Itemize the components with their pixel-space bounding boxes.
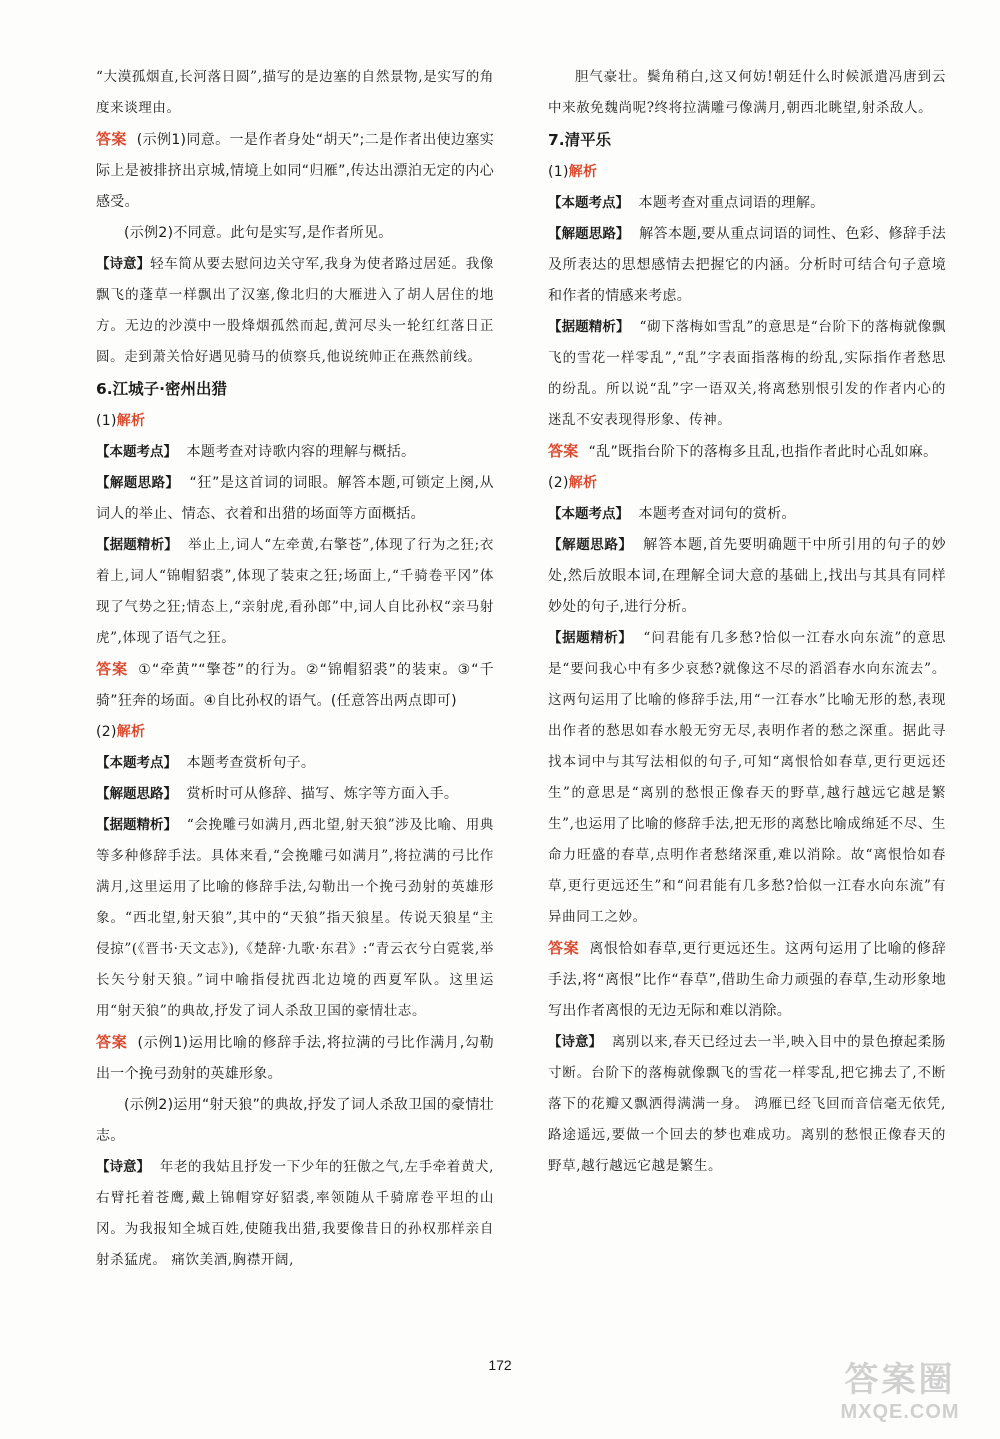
answer-paragraph — [548, 436, 946, 468]
analysis-detail-label: 【据题精析】 — [548, 319, 630, 335]
approach-label: 【解题思路】 — [548, 226, 630, 242]
key-point-label: 【本题考点】 — [548, 195, 629, 211]
analysis-detail-label: 【据题精析】 — [96, 817, 178, 833]
key-point-label: 【本题考点】 — [96, 444, 177, 460]
question-header — [96, 717, 494, 748]
poem-meaning-text: 轻车简从要去慰问边关守军,我身为使者路过居延。我像飘飞的蓬草一样飘出了汉塞,像北归的大雁进入了胡人居住的地方。无边的沙漠中一股烽烟孤然而起,黄河尽头一轮红红落日正圆。走到萧关恰好遇见骑马的侦察兵,他说统帅正在燕然前线。 — [96, 256, 495, 365]
page-number: 172 — [488, 1357, 512, 1373]
question-number: (1) — [548, 164, 569, 180]
analysis-label: 解析 — [568, 164, 598, 180]
poem-meaning-label: 【诗意】 — [548, 1034, 603, 1050]
approach-text: 解答本题,要从重点词语的词性、色彩、修辞手法及所表达的思想感情去把握它的内涵。分析时可结合句子意境和作者的情感来考虑。 — [548, 226, 946, 304]
poem-meaning-continued: 胆气豪壮。鬓角稍白,这又何妨!朝廷什么时候派遣冯唐到云中来赦免魏尚呢?终将拉满雕弓像满月,朝西北眺望,射杀敌人。 — [548, 69, 946, 116]
answer-label: 答案 — [96, 1033, 128, 1051]
right-column — [548, 62, 946, 1182]
approach — [548, 530, 946, 623]
approach-text: 赏析时可从修辞、描写、炼字等方面入手。 — [186, 786, 459, 802]
key-point — [548, 499, 946, 530]
analysis-detail-text: “问君能有几多愁?恰似一江春水向东流”的意思是“要问我心中有多少哀愁?就像这不尽的滔滔春水向东流去”。这两句运用了比喻的修辞手法,用“一江春水”比喻无形的愁,表现出作者的愁思如春水般无穷无尽,表明作者的愁之深重。据此寻找本词中与其写法相似的句子,可知“离恨恰如春草,更行更远还生”的意思是“离别的愁恨正像春天的野草,越行越远它越是繁生”,也运用了比喻的修辞手法,把无形的离愁比喻成绵延不尽、生命力旺盛的春草,点明作者愁绪深重,难以消除。故“离恨恰如春草,更行更远还生”和“问君能有几多愁?恰似一江春水向东流”有异曲同工之妙。 — [548, 630, 946, 925]
answer-label: 答案 — [96, 130, 127, 148]
analysis-detail-label: 【据题精析】 — [548, 630, 633, 646]
approach-text: “狂”是这首词的词眼。解答本题,可锁定上阕,从词人的举止、情态、衣着和出猎的场面等方面概括。 — [96, 475, 494, 522]
approach-label: 【解题思路】 — [96, 475, 180, 491]
analysis — [548, 312, 946, 436]
question-number: (2) — [96, 724, 117, 740]
watermark-logo-text: 答案圈 — [844, 1361, 956, 1399]
answer-label: 答案 — [96, 660, 129, 678]
answer-text: (示例1)运用比喻的修辞手法,将拉满的弓比作满月,勾勒出一个挽弓劲射的英雄形象。 — [96, 1035, 494, 1082]
analysis-detail-text: “会挽雕弓如满月,西北望,射天狼”涉及比喻、用典等多种修辞手法。具体来看,“会挽雕弓如满月”,将拉满的弓比作满月,这里运用了比喻的修辞手法,勾勒出一个挽弓劲射的英雄形象。“西北望,射天狼”,其中的“天狼”指天狼星。传说天狼星“主侵掠”(《晋书·天文志》),《楚辞·九歌·东君》:“青云衣兮白霓裳,举长矢兮射天狼。”词中喻指侵扰西北边境的西夏军队。这里运用“射天狼”的典故,抒发了词人杀敌卫国的豪情壮志。 — [96, 817, 494, 1019]
key-point-text: 本题考查对重点词语的理解。 — [638, 195, 825, 211]
question-number: (2) — [548, 475, 569, 491]
analysis-label: 解析 — [568, 475, 598, 491]
key-point — [548, 188, 946, 219]
section-title-6: 6.江城子·密州出猎 — [96, 380, 228, 398]
approach-label: 【解题思路】 — [96, 786, 177, 802]
poem-meaning-label: 【诗意】 — [96, 256, 151, 272]
analysis-detail-text: “砌下落梅如雪乱”的意思是“台阶下的落梅就像飘飞的雪花一样零乱”,“乱”字表面指落梅的纷乱,实际指作者愁思的纷乱。所以说“乱”字一语双关,将离愁别恨引发的作者内心的迷乱不安表现得形象、传神。 — [548, 319, 946, 428]
answer-label: 答案 — [548, 939, 580, 957]
question-header — [548, 468, 946, 499]
approach — [548, 219, 946, 312]
key-point-text: 本题考查对词句的赏析。 — [638, 506, 796, 522]
poem-meaning-text: 年老的我姑且抒发一下少年的狂傲之气,左手牵着黄犬,右臂托着苍鹰,戴上锦帽穿好貂裘,率领随从千骑席卷平坦的山冈。为我报知全城百姓,使随我出猎,我要像昔日的孙权那样亲自射杀猛虎。 痛饮美酒,胸襟开阔, — [96, 1159, 494, 1268]
analysis — [96, 810, 494, 1027]
answer-example: (示例2)不同意。此句是实写,是作者所见。 — [124, 225, 393, 241]
poem-meaning — [96, 249, 494, 373]
approach — [96, 468, 494, 530]
analysis — [96, 530, 494, 654]
poem-meaning — [548, 1027, 946, 1182]
key-point-text: 本题考查对诗歌内容的理解与概括。 — [186, 444, 416, 460]
answer-example: (示例2)运用“射天狼”的典故,抒发了词人杀敌卫国的豪情壮志。 — [96, 1097, 494, 1144]
answer-label: 答案 — [548, 442, 579, 460]
poem-meaning-label: 【诗意】 — [96, 1159, 151, 1175]
key-point-text: 本题考查赏析句子。 — [186, 755, 316, 771]
question-header — [548, 157, 946, 188]
analysis-label: 解析 — [116, 724, 146, 740]
key-point — [96, 748, 494, 779]
answer-paragraph — [96, 124, 494, 218]
left-column — [96, 62, 494, 1276]
answer-text: (示例1)同意。一是作者身处“胡天”;二是作者出使边塞实际上是被排挤出京城,情境上如同“归雁”,传达出漂泊无定的内心感受。 — [96, 132, 494, 210]
watermark-url: MXQE.COM — [840, 1401, 960, 1423]
key-point — [96, 437, 494, 468]
key-point-label: 【本题考点】 — [548, 506, 629, 522]
analysis-detail-text: 举止上,词人“左牵黄,右擎苍”,体现了行为之狂;衣着上,词人“锦帽貂裘”,体现了装束之狂;场面上,“千骑卷平冈”体现了气势之狂;情态上,“亲射虎,看孙郎”中,词人自比孙权“亲马射虎”,体现了语气之狂。 — [96, 537, 494, 646]
poem-meaning — [96, 1152, 494, 1276]
answer-paragraph — [96, 1027, 494, 1090]
analysis — [548, 623, 946, 933]
answer-text: “乱”既指台阶下的落梅多且乱,也指作者此时心乱如麻。 — [588, 444, 938, 460]
key-point-label: 【本题考点】 — [96, 755, 177, 771]
approach-text: 解答本题,首先要明确题干中所引用的句子的妙处,然后放眼本词,在理解全词大意的基础上,找出与其具有同样妙处的句子,进行分析。 — [548, 537, 946, 615]
question-number: (1) — [96, 413, 117, 429]
paragraph: “大漠孤烟直,长河落日圆”,描写的是边塞的自然景物,是实写的角度来谈理由。 — [96, 69, 494, 116]
section-title-7: 7.清平乐 — [548, 131, 612, 149]
answer-paragraph — [96, 654, 494, 717]
analysis-detail-label: 【据题精析】 — [96, 537, 178, 553]
watermark-logo — [810, 1360, 990, 1432]
answer-text: 离恨恰如春草,更行更远还生。这两句运用了比喻的修辞手法,将“离恨”比作“春草”,借助生命力顽强的春草,生动形象地写出作者离恨的无边无际和难以消除。 — [548, 941, 946, 1019]
answer-text: ①“牵黄”“擎苍”的行为。②“锦帽貂裘”的装束。③“千骑”狂奔的场面。④自比孙权的语气。(任意答出两点即可) — [96, 662, 494, 709]
poem-meaning-text: 离别以来,春天已经过去一半,映入目中的景色撩起柔肠寸断。台阶下的落梅就像飘飞的雪花一样零乱,把它拂去了,不断落下的花瓣又飘洒得满满一身。 鸿雁已经飞回而音信毫无依凭,路途遥远,要做一个回去的梦也难成功。离别的愁恨正像春天的野草,越行越远它越是繁生。 — [548, 1034, 946, 1174]
approach — [96, 779, 494, 810]
answer-paragraph — [548, 933, 946, 1027]
question-header — [96, 406, 494, 437]
approach-label: 【解题思路】 — [548, 537, 633, 553]
analysis-label: 解析 — [116, 413, 146, 429]
